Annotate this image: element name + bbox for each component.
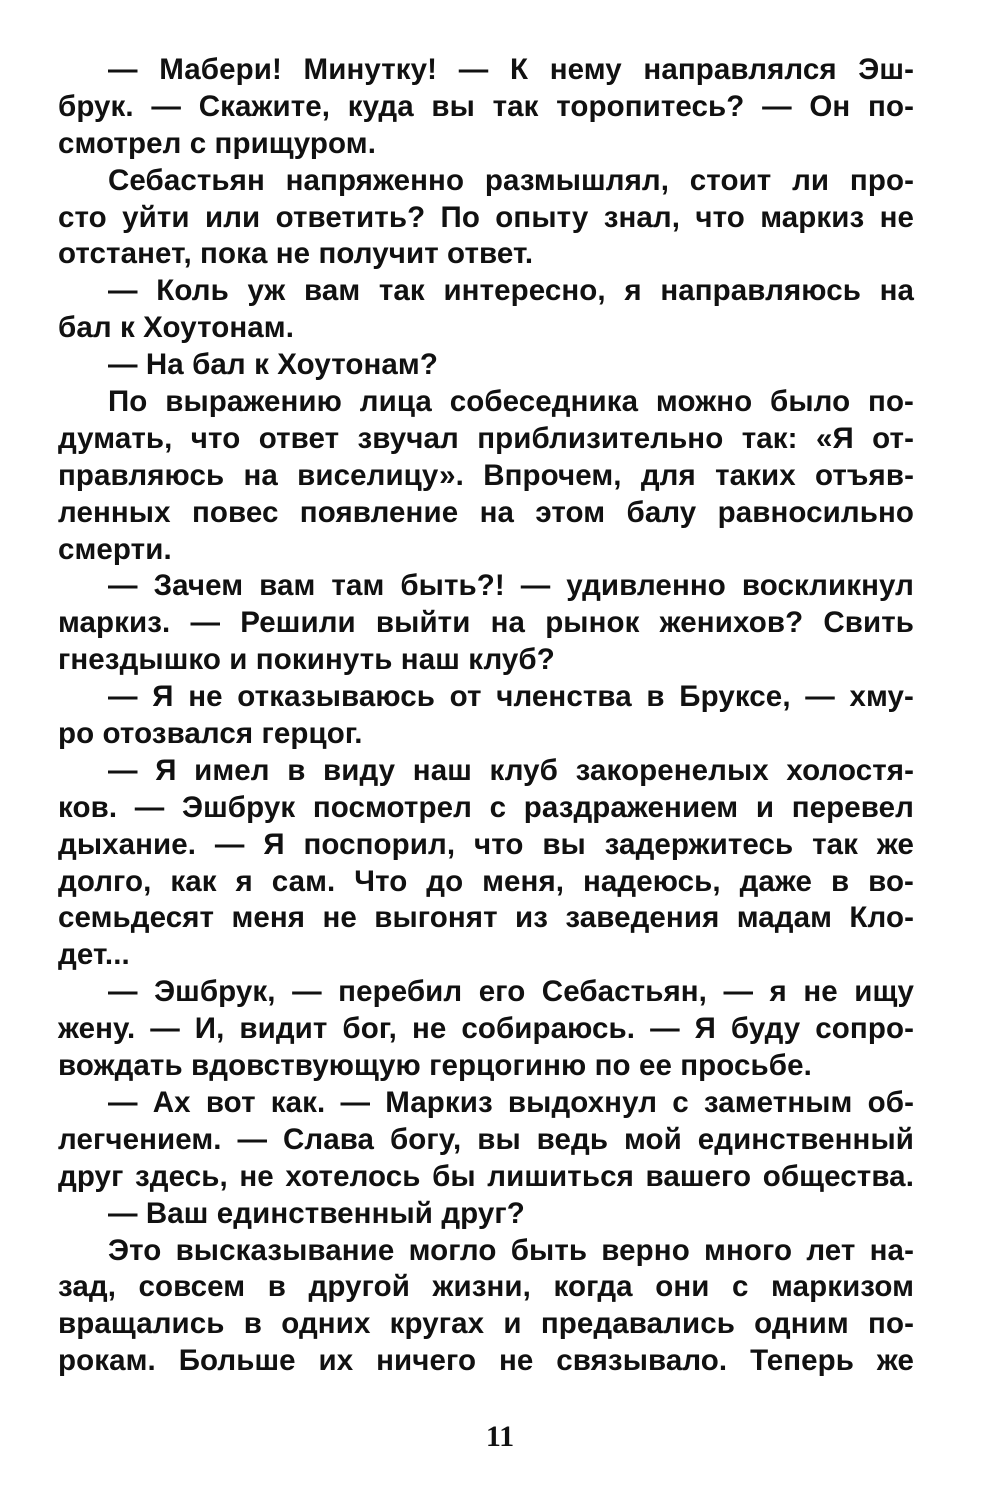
text-line: правляюсь на виселицу». Впрочем, для таких отъяв- [58, 458, 914, 492]
text-line: — Я имел в виду наш клуб закоренелых холостя- [108, 753, 914, 787]
text-line: Себастьян напряженно размышлял, стоит ли про- [108, 163, 914, 197]
text-line: отстанет, пока не получит ответ. [58, 237, 534, 271]
text-line: — Коль уж вам так интересно, я направляюсь на [108, 274, 914, 308]
text-line: — Эшбрук, — перебил его Себастьян, — я не ищу [108, 975, 914, 1009]
text-line: друг здесь, не хотелось бы лишиться вашего общества. [58, 1159, 914, 1193]
text-line: ленных повес появление на этом балу равносильно [58, 495, 914, 529]
text-line: Это высказывание могло быть верно много лет на- [108, 1233, 914, 1267]
text-line: брук. — Скажите, куда вы так торопитесь? — Он по- [58, 89, 914, 123]
text-line: долго, как я сам. Что до меня, надеюсь, даже в во- [58, 864, 914, 898]
text-line: сто уйти или ответить? По опыту знал, что маркиз не [58, 200, 914, 234]
text-line: жену. — И, видит бог, не собираюсь. — Я буду сопро- [58, 1012, 914, 1046]
text-line: зад, совсем в другой жизни, когда они с маркизом [58, 1270, 914, 1304]
text-line: — На бал к Хоутонам? [108, 348, 438, 382]
text-line: гнездышко и покинуть наш клуб? [58, 643, 555, 677]
text-line: вождать вдовствующую герцогиню по ее просьбе. [58, 1049, 812, 1083]
text-line: маркиз. — Решили выйти на рынок женихов? Свить [58, 606, 914, 640]
text-line: — Ваш единственный друг? [108, 1196, 525, 1230]
text-line: смотрел с прищуром. [58, 126, 376, 160]
page-number: 11 [485, 1420, 515, 1453]
text-line: бал к Хоутонам. [58, 311, 295, 345]
text-line: дет... [58, 938, 130, 972]
text-line: — Я не отказываюсь от членства в Бруксе, — хму- [108, 680, 914, 714]
text-line: думать, что ответ звучал приблизительно так: «Я от- [58, 421, 914, 455]
text-line: рокам. Больше их ничего не связывало. Теперь же [58, 1344, 914, 1378]
text-line: семьдесят меня не выгонят из заведения мадам Кло- [58, 901, 914, 935]
text-line: ков. — Эшбрук посмотрел с раздражением и перевел [58, 790, 914, 824]
text-line: смерти. [58, 532, 172, 566]
text-line: — Зачем вам там быть?! — удивленно воскликнул [108, 569, 914, 603]
page-text [58, 52, 914, 1380]
text-line: вращались в одних кругах и предавались одним по- [58, 1307, 914, 1341]
text-line: — Ах вот как. — Маркиз выдохнул с заметным об- [108, 1085, 914, 1119]
text-line: ро отозвался герцог. [58, 717, 363, 751]
text-line: По выражению лица собеседника можно было по- [108, 385, 914, 419]
text-line: легчением. — Слава богу, вы ведь мой единственный [58, 1122, 914, 1156]
text-line: — Мабери! Минутку! — К нему направлялся Эш- [108, 53, 914, 86]
text-line: дыхание. — Я поспорил, что вы задержитесь так же [58, 827, 914, 861]
